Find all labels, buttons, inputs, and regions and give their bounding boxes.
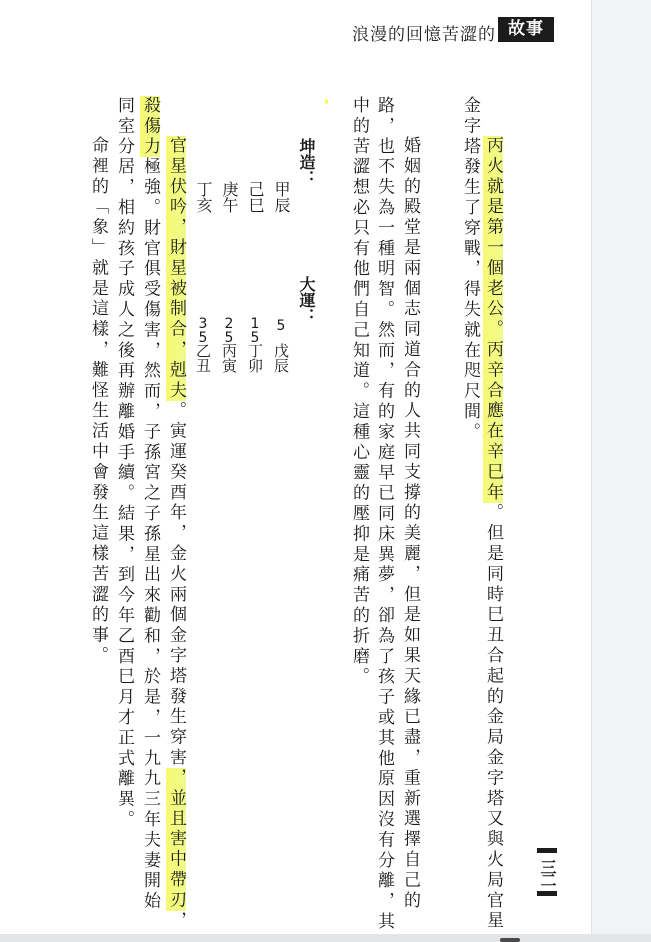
- bracket-top: [537, 848, 557, 853]
- bracket-bottom: [537, 891, 557, 896]
- text-column-p3-4: 命裡的「象」就是這樣，難怪生活中會發生這樣苦澀的事。: [88, 136, 108, 667]
- text-column-p1-2: [483, 136, 503, 932]
- highlighted-text: 官星伏吟，財星被制合，剋夫: [166, 136, 186, 402]
- scrollbar-thumb[interactable]: [500, 938, 520, 942]
- luck-age: 35: [195, 316, 211, 344]
- text-column-p2-1: 婚姻的殿堂是兩個志同道合的人共同支撐的美麗，但是如果天緣已盡，重新選擇自己的: [400, 136, 420, 912]
- pillar: 庚午: [220, 181, 239, 213]
- highlight-mark: [325, 99, 328, 104]
- text-column-p2-2: 路，也不失為一種明智。然而，有的家庭早已同床異夢，卻為了孩子或其他原因沒有分離，其: [374, 96, 394, 933]
- pillar: 丁亥: [194, 181, 213, 213]
- highlighted-text: ，並且害中帶刃: [166, 768, 186, 912]
- page-number-text: 三二: [538, 859, 557, 885]
- running-header-tag: 故事: [498, 17, 554, 42]
- page-number: [537, 848, 557, 896]
- luck-age: 5: [273, 318, 289, 332]
- text-column-p1-1: 金字塔發生了穿戰，得失就在咫尺間。: [460, 96, 480, 443]
- highlighted-text: 殺傷力: [140, 96, 160, 158]
- text-run: 。但是同時巳丑合起的金局金字塔又與火局官星: [483, 503, 503, 932]
- pillar: 己巳: [246, 181, 265, 213]
- chart-label: 坤造：: [297, 138, 316, 186]
- text-column-p2-3: 中的苦澀想必只有他們自己知道。這種心靈的壓抑是痛苦的折磨。: [349, 96, 369, 688]
- luck-age: 25: [221, 316, 237, 344]
- running-header-title: 浪漫的回憶苦澀的: [352, 25, 496, 45]
- highlighted-text: 丙火就是第一個老公。丙辛合應在辛巳年: [483, 136, 503, 504]
- horizontal-scrollbar[interactable]: [0, 934, 651, 942]
- text-run: 極強。財官俱受傷害，然而，子孫宮之子孫星出來勸和，於是，一九九三年夫妻開始: [140, 157, 160, 913]
- text-column-p3-2: [140, 96, 160, 912]
- luck-pillar: 丁卯: [246, 343, 264, 373]
- luck-pillar: 乙丑: [194, 343, 212, 373]
- luck-pillar: 戊辰: [272, 343, 290, 373]
- text-column-p3-1: [166, 136, 186, 932]
- text-column-p3-3: 同室分居，相約孩子成人之後再辦離婚手續。結果，到今年乙酉巳月才正式離異。: [114, 96, 134, 831]
- pillar: 甲辰: [272, 181, 291, 213]
- text-run: ，: [166, 911, 186, 932]
- luck-pillar: 丙寅: [220, 343, 238, 373]
- viewer-side-panel: [591, 0, 651, 942]
- luck-age: 15: [247, 316, 263, 344]
- text-run: 。寅運癸酉年，金火兩個金字塔發生穿害: [166, 401, 186, 769]
- luck-label: 大運：: [297, 276, 316, 324]
